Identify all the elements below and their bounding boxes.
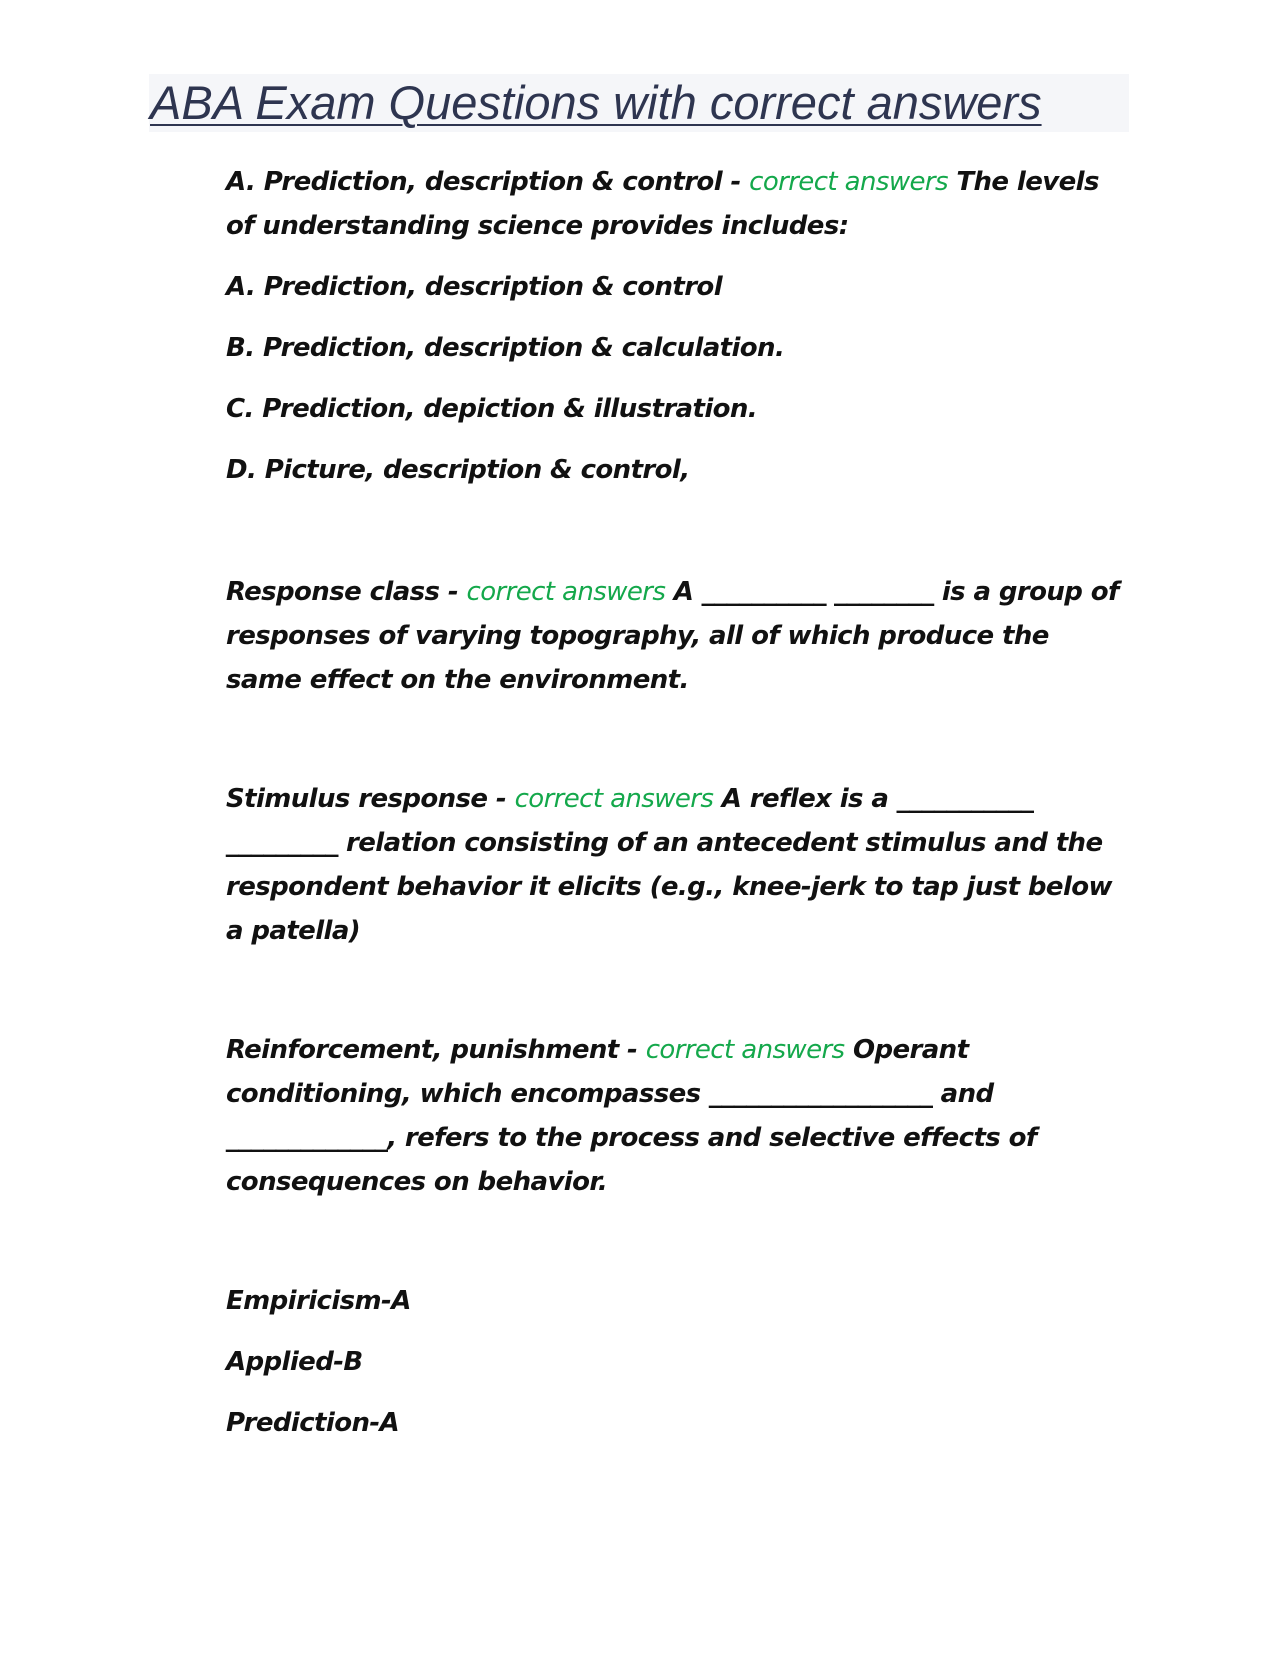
question-2	[226, 570, 1126, 702]
separator: -	[487, 784, 515, 814]
option-d: D. Picture, description & control,	[226, 455, 690, 485]
answer-text: Reinforcement, punishment	[226, 1035, 619, 1065]
separator: -	[618, 1035, 646, 1065]
question-text: A reflex is a ___________ _________ relation consisting of an antecedent stimulus and the respondent behavior it elicits (e.g., knee-jerk to tap just below a patella)	[226, 784, 1112, 946]
question-3	[226, 777, 1126, 953]
answer-text: Stimulus response	[226, 784, 488, 814]
match-prediction: Prediction-A	[226, 1408, 400, 1438]
question-1	[226, 160, 1126, 248]
correct-answers-label: correct answers	[466, 577, 666, 607]
separator: -	[439, 577, 467, 607]
correct-answers-label: correct answers	[749, 167, 948, 197]
answer-text: Response class	[226, 577, 440, 607]
question-4	[226, 1028, 1126, 1204]
document-body	[226, 160, 1126, 1445]
match-empiricism: Empiricism-A	[226, 1286, 411, 1316]
option-a: A. Prediction, description & control	[226, 272, 723, 302]
separator: -	[722, 167, 750, 197]
correct-answers-label: correct answers	[645, 1035, 845, 1065]
option-c: C. Prediction, depiction & illustration.	[226, 394, 758, 424]
option-b: B. Prediction, description & calculation.	[226, 333, 785, 363]
question-text: The levels of understanding science provides includes:	[226, 167, 1099, 241]
document-title: ABA Exam Questions with correct answers	[150, 76, 1042, 129]
answer-text: A. Prediction, description & control	[226, 167, 723, 197]
question-text: Operant conditioning, which encompasses __________________ and _____________, refers to the process and selective effects of consequences on behavior.	[226, 1035, 1037, 1197]
match-applied: Applied-B	[226, 1347, 363, 1377]
question-text: A __________ ________ is a group of responses of varying topography, all of which produce the same effect on the environment.	[226, 577, 1119, 695]
correct-answers-label: correct answers	[514, 784, 714, 814]
